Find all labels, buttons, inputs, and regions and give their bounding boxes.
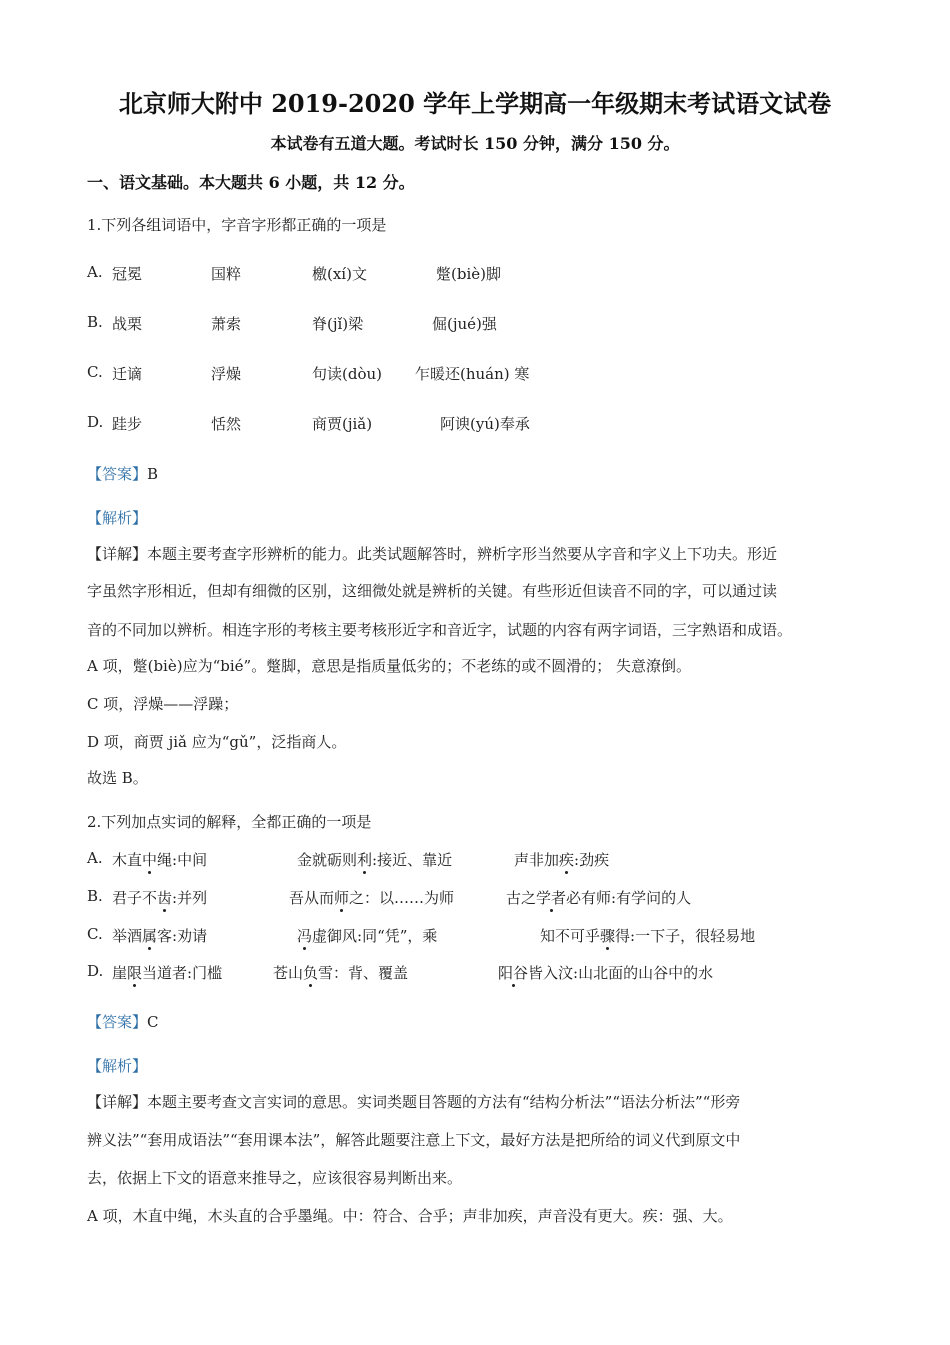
answer-line [87, 1011, 159, 1032]
detail-line: 字虽然字形相近，但却有细微的区别，这细微处就是辨析的关键。有些形近但读音不同的字，可以通过读 [87, 582, 778, 600]
option-phrase: 阳谷皆入汶:山北面的山谷中的水 [498, 964, 714, 982]
option-phrase: 崖限当道者:门槛 [112, 964, 223, 982]
detail-line: 【详解】本题主要考查字形辨析的能力。此类试题解答时，辨析字形当然要从字音和字义上下功夫。形近 [87, 545, 778, 563]
detail-line: A 项，木直中绳，木头直的合乎墨绳。中：符合、合乎；声非加疾，声音没有更大。疾：强、大。 [87, 1207, 733, 1225]
detail-line: A 项，蹩(biè)应为“bié”。蹩脚，意思是指质量低劣的；不老练的或不圆滑的； 失意潦倒。 [87, 657, 691, 675]
option-word: 浮燥 [211, 365, 242, 383]
detail-line: 音的不同加以辨析。相连字形的考核主要考核形近字和音近字，试题的内容有两字词语，三字熟语和成语。 [87, 621, 793, 639]
dotted-word: 阳谷 [498, 964, 529, 982]
dotted-word: 利 [357, 851, 373, 869]
option-phrase: 金就砺则利:接近、靠近 [297, 851, 453, 869]
dotted-word: 齿 [157, 889, 173, 907]
dotted-word: 负 [303, 964, 319, 982]
option-label: B. [87, 887, 103, 905]
answer-tag: 【答案】 [87, 465, 148, 483]
answer-value: B [147, 465, 159, 483]
option-word: 跬步 [112, 415, 143, 433]
option-word: 萧索 [211, 315, 242, 333]
detail-line: D 项，商贾 jiǎ 应为“gǔ”，泛指商人。 [87, 733, 347, 751]
option-word: 战栗 [112, 315, 143, 333]
option-label: C. [87, 363, 103, 381]
option-word: 恬然 [211, 415, 242, 433]
question-2-stem: 2.下列加点实词的解释，全都正确的一项是 [87, 813, 372, 831]
dotted-word: 限 [127, 964, 143, 982]
answer-line [87, 463, 158, 484]
option-phrase: 知不可乎骤得:一下子，很轻易地 [540, 927, 756, 945]
option-phrase: 苍山负雪：背、覆盖 [273, 964, 409, 982]
option-word: 阿谀(yú)奉承 [440, 415, 530, 433]
question-1-stem: 1.下列各组词语中，字音字形都正确的一项是 [87, 216, 387, 234]
option-word: 句读(dòu) [312, 365, 382, 383]
option-label: D. [87, 413, 104, 431]
dotted-word: 骤 [600, 927, 616, 945]
option-word: 倔(jué)强 [432, 315, 497, 333]
dotted-word: 学者 [536, 889, 567, 907]
option-label: D. [87, 962, 104, 980]
option-phrase: 古之学者必有师:有学问的人 [506, 889, 692, 907]
option-label: A. [87, 849, 103, 867]
dotted-word: 中 [142, 851, 158, 869]
option-label: C. [87, 925, 103, 943]
option-word: 冠冕 [112, 265, 143, 283]
section-heading: 一、语文基础。本大题共 6 小题，共 12 分。 [87, 173, 415, 192]
option-phrase: 君子不齿:并列 [112, 889, 208, 907]
option-word: 檄(xí)文 [312, 265, 367, 283]
analysis-tag: 【解析】 [87, 509, 148, 527]
answer-tag: 【答案】 [87, 1013, 148, 1031]
option-word: 脊(jǐ)梁 [312, 315, 364, 333]
detail-line: 【详解】本题主要考查文言实词的意思。实词类题目答题的方法有“结构分析法”“语法分析法”“形旁 [87, 1093, 741, 1111]
option-phrase: 冯虚御风:同“凭”，乘 [297, 927, 438, 945]
option-phrase: 举酒属客:劝请 [112, 927, 208, 945]
option-label: B. [87, 313, 103, 331]
exam-instructions: 本试卷有五道大题。考试时长 150 分钟，满分 150 分。 [270, 134, 680, 153]
option-word: 乍暖还(huán) 寒 [415, 365, 530, 383]
dotted-word: 属 [142, 927, 158, 945]
detail-line: 去，依据上下文的语意来推导之，应该很容易判断出来。 [87, 1169, 463, 1187]
option-word: 迁谪 [112, 365, 143, 383]
analysis-tag: 【解析】 [87, 1057, 148, 1075]
option-word: 蹩(biè)脚 [436, 265, 501, 283]
dotted-word: 疾 [559, 851, 575, 869]
option-word: 国粹 [211, 265, 242, 283]
detail-line: C 项，浮燥——浮躁； [87, 695, 239, 713]
detail-line: 故选 B。 [87, 769, 148, 787]
answer-value: C [147, 1013, 159, 1031]
option-phrase: 声非加疾:劲疾 [514, 851, 610, 869]
dotted-word: 师 [334, 889, 350, 907]
page-title: 北京师大附中 2019-2020 学年上学期高一年级期末考试语文试卷 [118, 89, 832, 118]
option-phrase: 吾从而师之：以……为师 [289, 889, 455, 907]
option-phrase: 木直中绳:中间 [112, 851, 208, 869]
dotted-word: 冯 [297, 927, 313, 945]
option-label: A. [87, 263, 103, 281]
detail-line: 辨义法”“套用成语法”“套用课本法”，解答此题要注意上下文，最好方法是把所给的词义代到原文中 [87, 1131, 741, 1149]
option-word: 商贾(jiǎ) [312, 415, 373, 433]
